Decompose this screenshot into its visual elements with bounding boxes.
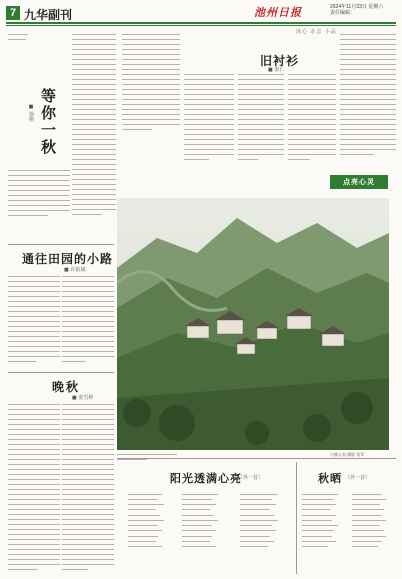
text-block-a [8,34,68,44]
article-author-shirt: ■ 张仁 [268,67,285,73]
poem-subtitle-left: （外一首） [238,475,264,481]
header-rule-thin [6,25,396,26]
text-block-j [62,276,114,366]
photo-caption: 小镇人家 摄影 张军 [330,452,365,457]
header-rule [6,22,396,24]
editor-credit: 责任编辑： [330,10,356,16]
article-title-path: 通往田园的小路 [22,252,114,266]
text-block-g [288,74,336,164]
poem-title-left: 阳光透满心亮 [170,472,242,485]
article-title-wait: 等你一秋 [39,88,57,156]
text-block-k [8,404,60,574]
article-title-evening: 晚秋 [52,380,81,394]
text-block-h [340,34,396,159]
text-block-c [72,34,116,219]
poem-block-4 [302,494,346,551]
text-block-b [8,170,70,220]
village-photo [117,198,389,450]
article-author-wait: ■ 徐刚 [28,104,34,122]
label-strip: 冰心 杂志 小品 [296,29,337,35]
text-block-e [184,74,234,164]
text-block-l [62,404,114,574]
issue-date: 2024年11月23日 星期六 [330,4,384,10]
date-line [330,4,383,16]
poem-subtitle-right: （外一首） [345,475,371,481]
poem-block-2 [182,494,232,551]
article-title-shirt: 旧衬衫 [260,54,300,68]
poem-title-right: 秋晒 [318,472,342,485]
article-author-evening: ■ 张雪婷 [72,395,94,401]
poem-block-1 [128,494,176,551]
poem-section-divider [117,458,396,459]
article-author-path: ■ 许拓斌 [64,267,86,273]
section-title: 九华副刊 [24,8,73,22]
village-landscape-image [117,198,389,450]
text-block-d [122,34,180,134]
text-block-f [238,74,284,164]
poem-block-5 [352,494,396,551]
column-stamp: 点亮心灵 [330,175,388,189]
poem-block-3 [240,494,292,551]
section-divider-2 [8,372,114,373]
text-block-i [8,276,60,366]
section-divider [8,244,114,245]
poem-column-divider [296,462,297,574]
masthead-logo: 池州日报 [254,6,302,19]
page-number: 7 [6,6,20,20]
